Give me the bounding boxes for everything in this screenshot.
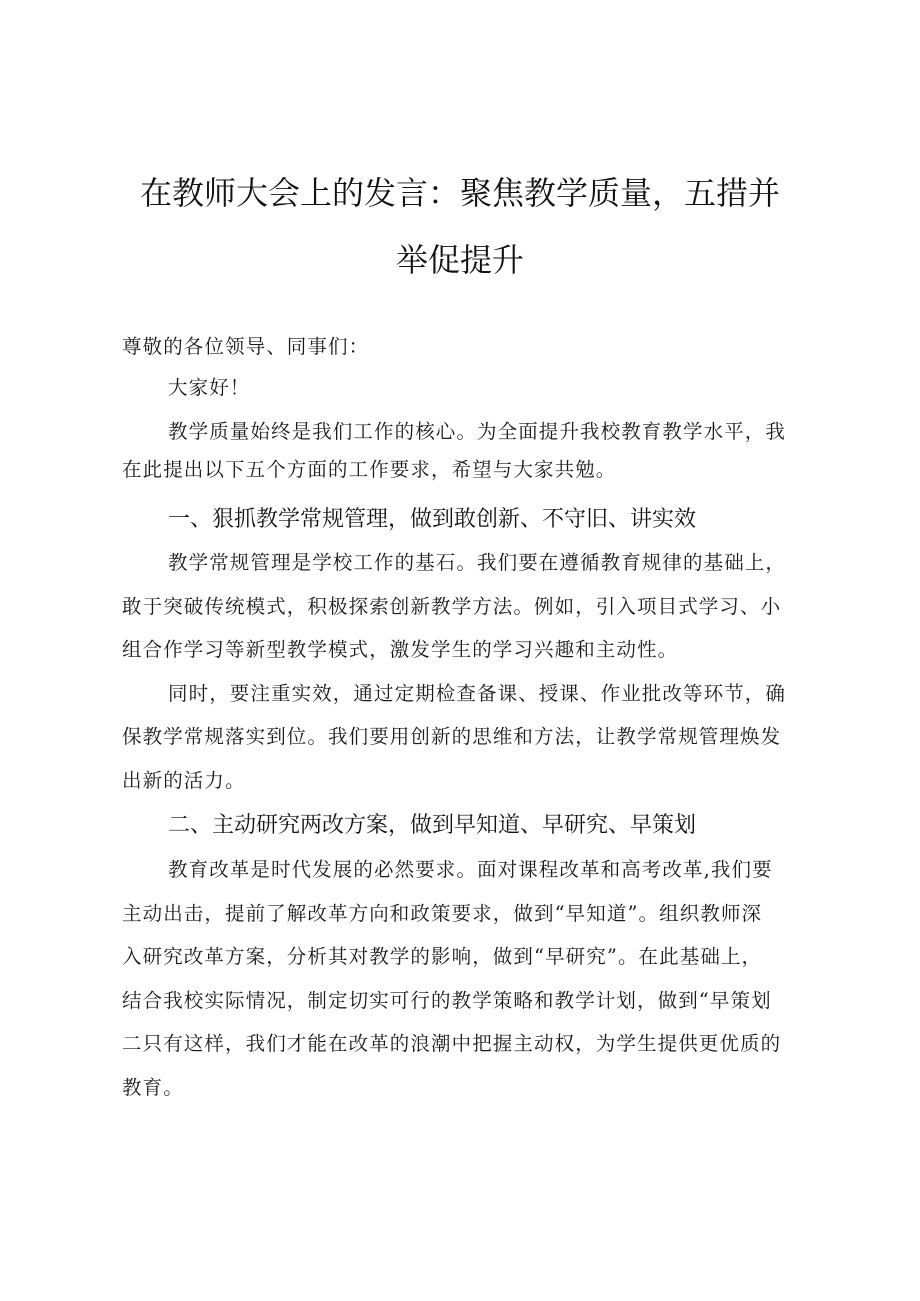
section-2-paragraph-1-line: 结合我校实际情况，制定切实可行的教学策略和教学计划，做到“早策划: [122, 989, 772, 1012]
intro-line: 教学质量始终是我们工作的核心。为全面提升我校教育教学水平，我: [168, 420, 787, 443]
section-1-heading: 一、狠抓教学常规管理，做到敢创新、不守旧、讲实效: [168, 507, 697, 532]
section-1-paragraph-2-line: 同时，要注重实效，通过定期检查备课、授课、作业批改等环节，确: [168, 682, 787, 705]
section-2-paragraph-1-line: 主动出击，提前了解改革方向和政策要求，做到“早知道”。组织教师深: [122, 902, 763, 925]
section-1-paragraph-1-line: 敢于突破传统模式，积极探索创新教学方法。例如，引入项目式学习、小: [122, 595, 782, 618]
section-2-paragraph-1-line: 教育改革是时代发展的必然要求。面对课程改革和高考改革,我们要: [168, 858, 773, 881]
section-1-paragraph-2-line: 出新的活力。: [122, 769, 246, 792]
section-2-paragraph-1-line: 二只有这样，我们才能在改革的浪潮中把握主动权，为学生提供更优质的: [122, 1032, 782, 1055]
section-1-paragraph-1-line: 教学常规管理是学校工作的基石。我们要在遵循教育规律的基础上，: [168, 551, 787, 574]
salutation: 尊敬的各位领导、同事们：: [122, 335, 370, 358]
intro-line: 在此提出以下五个方面的工作要求，希望与大家共勉。: [122, 458, 617, 481]
section-2-paragraph-1-line: 入研究改革方案，分析其对教学的影响，做到“早研究”。在此基础上，: [122, 945, 763, 968]
document-title-line-1: 在教师大会上的发言：聚焦教学质量，五措并: [139, 174, 780, 212]
section-1-paragraph-2-line: 保教学常规落实到位。我们要用创新的思维和方法，让教学常规管理焕发: [122, 725, 782, 748]
section-2-paragraph-1-line: 教育。: [122, 1076, 184, 1099]
document-title-line-2: 举促提升: [395, 241, 524, 279]
section-1-paragraph-1-line: 组合作学习等新型教学模式，激发学生的学习兴趣和主动性。: [122, 638, 679, 661]
section-2-heading: 二、主动研究两改方案，做到早知道、早研究、早策划: [168, 813, 697, 838]
greeting: 大家好！: [168, 376, 251, 399]
